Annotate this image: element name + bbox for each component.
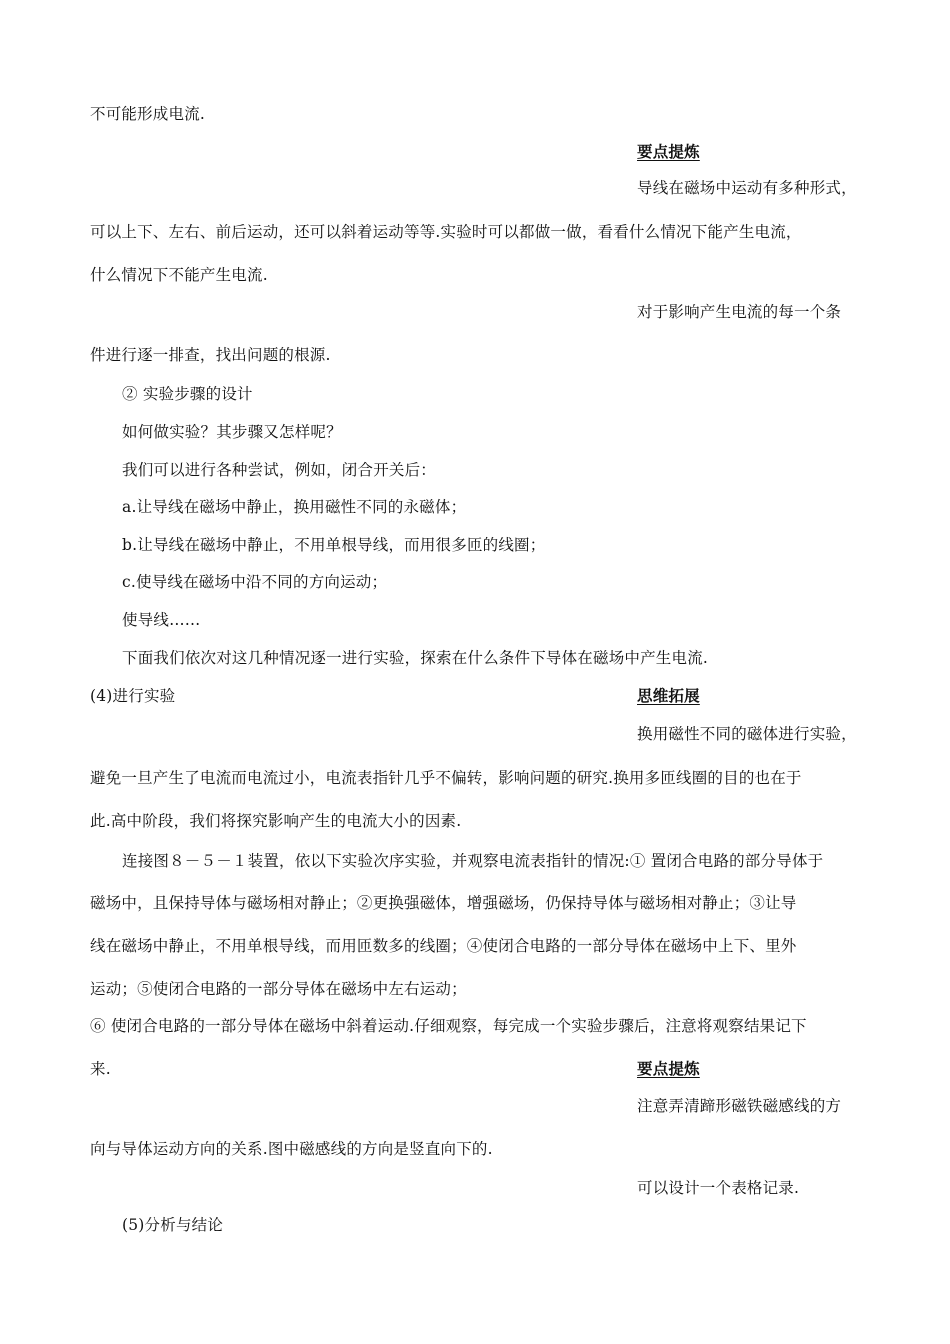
sidebar-text-line: 导线在磁场中运动有多种形式，	[637, 179, 857, 197]
subsection-heading: ② 实验步骤的设计	[122, 385, 253, 403]
text-line: 避免一旦产生了电流而电流过小，电流表指针几乎不偏转，影响问题的研究.换用多匝线圈的目的也在于	[90, 769, 802, 787]
section-heading-key-points: 要点提炼	[637, 142, 700, 161]
sidebar-text-line: 对于影响产生电流的每一个条	[637, 303, 842, 321]
list-item: 使导线……	[122, 611, 201, 629]
list-item: b.让导线在磁场中静止，不用单根导线，而用很多匝的线圈；	[122, 536, 546, 554]
text-line: 我们可以进行各种尝试，例如，闭合开关后：	[122, 461, 437, 479]
text-line: 来.	[90, 1060, 111, 1078]
sidebar-text-line: 可以设计一个表格记录.	[637, 1179, 800, 1197]
text-line: 如何做实验？其步骤又怎样呢？	[122, 423, 342, 441]
text-line: 下面我们依次对这几种情况逐一进行实验，探索在什么条件下导体在磁场中产生电流.	[122, 649, 709, 667]
text-line: 磁场中，且保持导体与磁场相对静止；②更换强磁体，增强磁场，仍保持导体与磁场相对静止；③让导	[90, 894, 797, 912]
section-heading: (4)进行实验	[90, 687, 176, 705]
text-line: 什么情况下不能产生电流.	[90, 266, 268, 284]
text-line: 向与导体运动方向的关系.图中磁感线的方向是竖直向下的.	[90, 1140, 493, 1158]
sidebar-text-line: 注意弄清蹄形磁铁磁感线的方	[637, 1097, 842, 1115]
text-line: 线在磁场中静止，不用单根导线，而用匝数多的线圈；④使闭合电路的一部分导体在磁场中上下、里外	[90, 937, 797, 955]
sidebar-text-line: 换用磁性不同的磁体进行实验，	[637, 725, 857, 743]
section-heading-thinking-extension: 思维拓展	[637, 686, 700, 705]
text-line: 运动；⑤使闭合电路的一部分导体在磁场中左右运动；	[90, 980, 467, 998]
text-line: 不可能形成电流.	[90, 105, 206, 123]
text-line: 此.高中阶段，我们将探究影响产生的电流大小的因素.	[90, 812, 462, 830]
list-item: c.使导线在磁场中沿不同的方向运动；	[122, 573, 388, 591]
text-line: 件进行逐一排查，找出问题的根源.	[90, 346, 331, 364]
text-line: 可以上下、左右、前后运动，还可以斜着运动等等.实验时可以都做一做，看看什么情况下能产生电流，	[90, 223, 802, 241]
text-line: 连接图８－５－１装置，依以下实验次序实验，并观察电流表指针的情况:① 置闭合电路的部分导体于	[122, 852, 824, 870]
section-heading-key-points: 要点提炼	[637, 1059, 700, 1078]
list-item: a.让导线在磁场中静止，换用磁性不同的永磁体；	[122, 498, 467, 516]
text-line: ⑥ 使闭合电路的一部分导体在磁场中斜着运动.仔细观察，每完成一个实验步骤后，注意将观察结果记下	[90, 1017, 807, 1035]
section-heading: (5)分析与结论	[122, 1216, 224, 1234]
